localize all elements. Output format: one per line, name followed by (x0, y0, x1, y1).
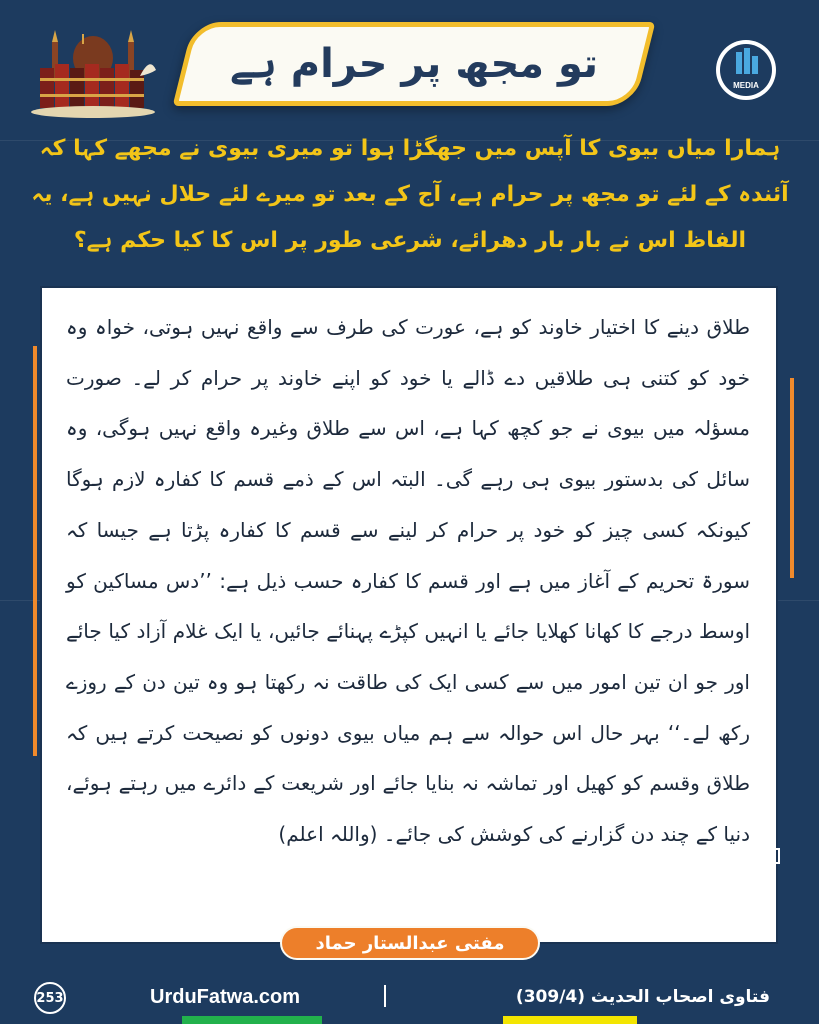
page-title: تو مجھ پر حرام ہے (229, 41, 599, 87)
media-logo-icon (714, 38, 778, 102)
corner-decoration (764, 848, 780, 864)
footer-green-bar (182, 1016, 322, 1024)
mosque-books-icon (22, 28, 164, 120)
page-number: 253 (34, 982, 66, 1014)
card-accent-left (33, 346, 37, 756)
source-reference: فتاوی اصحاب الحدیث (309/4) (515, 987, 770, 1007)
card-accent-right (790, 378, 794, 578)
question-text: ہمارا میاں بیوی کا آپس میں جھگڑا ہوا تو میری بیوی نے مجھے کہا کہ آئندہ کے لئے تو مجھ پر حرام ہے، آج کے بعد تو میرے لئے حلال نہیں ہے، یہ الفاظ اس نے بار بار دھرائے، شرعی طور پر اس کا کیا حکم ہے؟ (31, 136, 789, 253)
answer-text: طلاق دینے کا اختیار خاوند کو ہے، عورت کی طرف سے واقع نہیں ہوتی، خواہ وہ خود کو کتنی ہی طلاقیں دے ڈالے یا خود کو اپنے خاوند پر حرام کر لے۔ صورت مسؤلہ میں بیوی نے جو کچھ کہا ہے، اس سے طلاق وغیرہ واقع نہیں ہوگی، وہ سائل کی بدستور بیوی ہی رہے گی۔ البتہ اس کے ذمے قسم کا کفارہ لازم ہوگا کیونکہ کسی چیز کو خود پر حرام کر لینے سے قسم کا کفارہ پڑتا ہے جیسا کہ سورۃ تحریم کے آغاز میں ہے اور قسم کا کفارہ حسب ذیل ہے: ’’دس مساکین کو اوسط درجے کا کھانا کھلایا جائے یا انہیں کپڑے پہنائے جائیں، یا ایک غلام آزاد کیا جائے اور جو ان تین امور میں سے کسی ایک کی طاقت نہ رکھتا ہو وہ تین دن کے روزے رکھ لے۔‘‘ بہر حال اس حوالہ سے ہم میاں بیوی دونوں کو نصیحت کرتے ہیں کہ طلاق وقسم کو کھیل اور تماشہ نہ بنایا جائے اور شریعت کے دائرے میں رہتے ہوئے، دنیا کے چند دن گزارنے کی کوشش کی جائے۔ (واللہ اعلم) (66, 315, 750, 847)
author-badge: مفتی عبدالستار حماد (280, 926, 540, 960)
website-link[interactable]: UrduFatwa.com (150, 985, 301, 1008)
footer-yellow-bar (503, 1016, 637, 1024)
footer-divider (384, 985, 386, 1007)
answer-card (40, 286, 778, 944)
logo-text: MEDIA (733, 81, 759, 90)
